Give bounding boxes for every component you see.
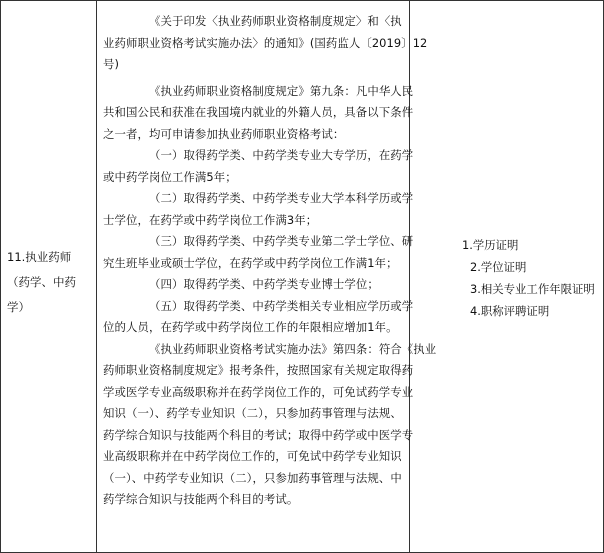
regulation-line: （四）取得药学类、中药学类专业博士学位； bbox=[149, 277, 379, 291]
item-title-line: （药学、中药 bbox=[7, 275, 76, 289]
regulation-line: 《关于印发〈执业药师职业资格制度规定〉和〈执 bbox=[149, 14, 402, 28]
regulation-line: 知识（一）、药学专业知识（二），只参加药事管理与法规、 bbox=[103, 406, 402, 420]
regulation-line: 《执业药师职业资格制度规定》第九条：凡中华人民 bbox=[149, 83, 414, 98]
regulation-line: （一）取得药学类、中药学类专业大专学历，在药学 bbox=[149, 148, 414, 162]
regulation-line: 究生班毕业或硕士学位，在药学或中药学岗位工作满1年； bbox=[103, 255, 398, 270]
regulation-line: 共和国公民和获准在我国境内就业的外籍人员，具备以下条件 bbox=[103, 105, 414, 119]
regulation-line: 士学位，在药学或中药学岗位工作满3年； bbox=[103, 212, 318, 227]
regulation-line: 药师职业资格制度规定》报考条件，按照国家有关规定取得药 bbox=[103, 363, 414, 377]
regulation-line: （一）、中药学专业知识（二），只参加药事管理与法规、中 bbox=[103, 470, 402, 485]
regulation-line: （二）取得药学类、中药学类专业大学本科学历或学 bbox=[149, 191, 414, 205]
regulation-line: 号) bbox=[103, 57, 120, 71]
item-cell bbox=[1, 1, 97, 553]
item-title-line: 学） bbox=[7, 300, 30, 314]
regulation-line: 业药师职业资格考试实施办法〉的通知》(国药监人〔2019〕12 bbox=[103, 35, 428, 50]
materials-list bbox=[410, 234, 603, 322]
regulation-text bbox=[103, 11, 437, 511]
list-item: 3.相关专业工作年限证明 bbox=[470, 282, 595, 296]
regulation-line: （三）取得药学类、中药学类专业第二学士学位、研 bbox=[149, 234, 414, 248]
regulation-line: 位的人员，在药学或中药学岗位工作的年限相应增加1年。 bbox=[103, 320, 398, 334]
list-item: 4.职称评聘证明 bbox=[470, 304, 550, 318]
table-row bbox=[1, 1, 604, 553]
regulation-line: 之一者，均可申请参加执业药师职业资格考试： bbox=[103, 126, 345, 141]
item-title-line: 11.执业药师 bbox=[7, 250, 72, 264]
regulation-line: 或中药学岗位工作满5年； bbox=[103, 169, 237, 184]
regulation-line: 业高级职称并在中药学岗位工作的，可免试中药学专业知识 bbox=[103, 449, 402, 463]
regulation-line: 药学综合知识与技能两个科目的考试。 bbox=[103, 492, 299, 506]
list-item: 1.学历证明 bbox=[462, 238, 519, 252]
regulation-cell bbox=[97, 1, 437, 553]
regulation-line: 药学综合知识与技能两个科目的考试；取得中药学或中医学专 bbox=[103, 427, 414, 442]
regulation-line: 《执业药师职业资格考试实施办法》第四条：符合《执业 bbox=[149, 341, 437, 356]
materials-cell bbox=[410, 1, 604, 553]
list-item: 2.学位证明 bbox=[470, 260, 527, 274]
item-title bbox=[7, 245, 93, 320]
regulation-line: （五）取得药学类、中药学类相关专业相应学历或学 bbox=[149, 298, 414, 313]
regulation-line: 学或医学专业高级职称并在药学岗位工作的，可免试药学专业 bbox=[103, 384, 414, 399]
